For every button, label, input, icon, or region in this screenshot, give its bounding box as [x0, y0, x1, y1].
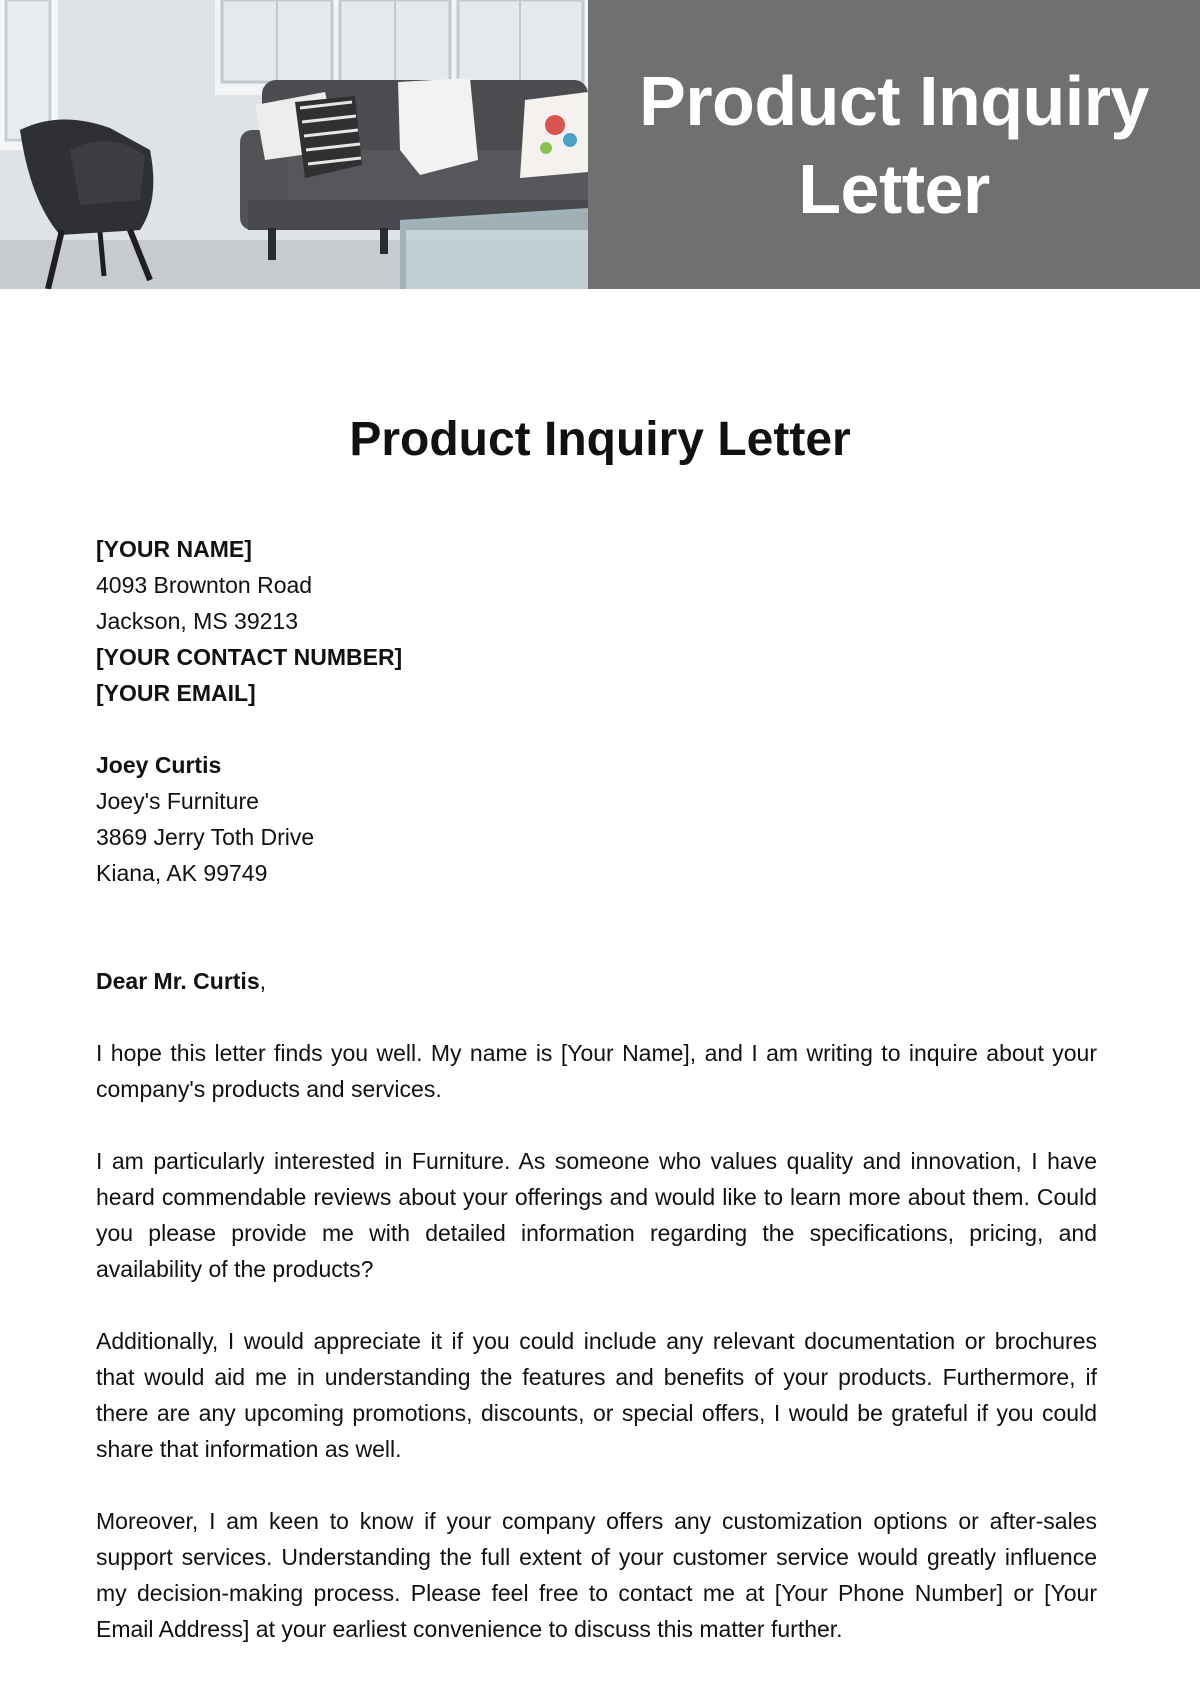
sender-email: [YOUR EMAIL] — [96, 680, 256, 706]
recipient-company: Joey's Furniture — [96, 788, 259, 814]
salutation-text: Dear Mr. Curtis — [96, 968, 260, 994]
banner-title — [614, 57, 1174, 233]
recipient-name: Joey Curtis — [96, 752, 222, 778]
sender-address-line-1: 4093 Brownton Road — [96, 572, 313, 598]
banner-title-line-2: Letter — [798, 149, 990, 228]
sender-name: [YOUR NAME] — [96, 536, 252, 562]
living-room-photo — [0, 0, 588, 289]
salutation — [96, 963, 1097, 999]
body-paragraph-3: Additionally, I would appreciate it if you could include any relevant documentation or brochures that would aid me in understanding the features and benefits of your products. Furthermore, if there are any upcoming promotions, discounts, or special offers, I would be grateful if you could share that information as well. — [96, 1328, 1097, 1462]
sender-address-line-2: Jackson, MS 39213 — [96, 608, 299, 634]
recipient-address-line-1: 3869 Jerry Toth Drive — [96, 824, 315, 850]
salutation-punctuation: , — [259, 968, 266, 994]
sender-block — [96, 531, 1097, 711]
body-paragraph-2: I am particularly interested in Furniture. As someone who values quality and innovation, I have heard commendable reviews about your offerings and would like to learn more about them. Could you please provide me with detailed information regarding the specifications, pricing, and availability of the products? — [96, 1148, 1097, 1282]
banner-title-panel — [588, 0, 1200, 289]
header-banner — [0, 0, 1200, 289]
body-paragraph-4: Moreover, I am keen to know if your company offers any customization options or after-sales support services. Understanding the full extent of your customer service would greatly influence my decision-making process. Please feel free to contact me at [Your Phone Number] or [Your Email Address] at your earliest convenience to discuss this matter further. — [96, 1508, 1097, 1642]
recipient-address-line-2: Kiana, AK 99749 — [96, 860, 268, 886]
sender-contact-number: [YOUR CONTACT NUMBER] — [96, 644, 403, 670]
recipient-block — [96, 747, 1097, 891]
body-paragraph-1: I hope this letter finds you well. My name is [Your Name], and I am writing to inquire about your company's products and services. — [96, 1040, 1097, 1102]
document-title: Product Inquiry Letter — [349, 413, 851, 466]
banner-title-line-1: Product Inquiry — [639, 61, 1149, 140]
